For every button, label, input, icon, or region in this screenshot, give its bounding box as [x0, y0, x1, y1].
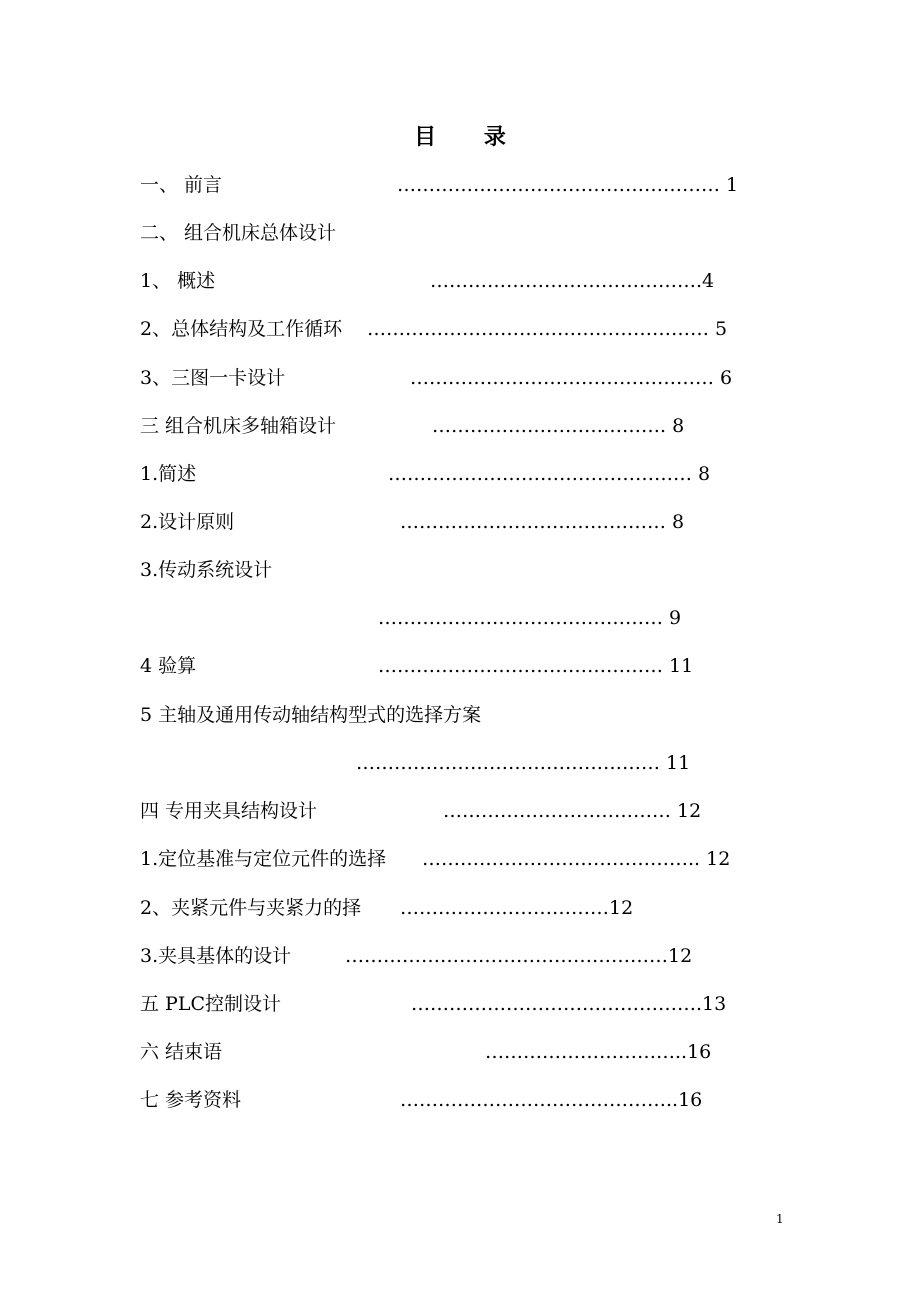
toc-entry-label: 三 组合机床多轴箱设计 — [140, 415, 337, 437]
toc-entry-leader: …………………………………………… 1 — [397, 174, 739, 196]
toc-entry-leader: ……………………………… 12 — [443, 800, 702, 822]
page-number: 1 — [776, 1212, 784, 1226]
toc-entry-leader: ……………………………………….13 — [411, 993, 727, 1015]
toc-entry-label: 3、三图一卡设计 — [140, 367, 286, 389]
toc-entry-label: 1、 概述 — [140, 270, 216, 292]
toc-entry-leader: ……………………………………………… 5 — [367, 318, 728, 340]
toc-entry-label: 2、夹紧元件与夹紧力的择 — [140, 897, 362, 919]
toc-entry-label: 一、 前言 — [140, 174, 223, 196]
toc-entry-label: 四 专用夹具结构设计 — [140, 800, 318, 822]
toc-entry-leader: ……………………………………… 11 — [378, 655, 694, 677]
toc-entry-label: 七 参考资料 — [140, 1089, 242, 1111]
toc-entry-leader: ………………………………………… 11 — [356, 752, 691, 774]
toc-entry-label: 1.定位基准与定位元件的选择 — [140, 848, 387, 870]
toc-entry-leader: ………………………………………… 8 — [388, 463, 711, 485]
toc-entry-label: 2、总体结构及工作循环 — [140, 318, 343, 340]
toc-entry-label: 3.夹具基体的设计 — [140, 945, 292, 967]
toc-entry-label: 5 主轴及通用传动轴结构型式的选择方案 — [140, 704, 482, 726]
toc-entry-leader: …………………………………….. 12 — [422, 848, 731, 870]
toc-entry-label: 二、 组合机床总体设计 — [140, 222, 337, 244]
toc-entry-leader: ……………………………………………12 — [345, 945, 693, 967]
toc-entry-leader: …………………………..16 — [485, 1041, 712, 1063]
toc-entry-leader: ……………………………………..16 — [400, 1089, 703, 1111]
toc-entry-label: 4 验算 — [140, 655, 197, 677]
toc-entry-leader: ……………………………12 — [400, 897, 634, 919]
toc-entry-leader: …………………………………….4 — [430, 270, 715, 292]
toc-entry-label: 3.传动系统设计 — [140, 559, 273, 581]
page-title: 目 录 — [414, 125, 526, 150]
toc-entry-leader: ……………………………………… 9 — [378, 607, 682, 629]
toc-entry-leader: ………………………………………… 6 — [410, 367, 733, 389]
toc-entry-label: 1.简述 — [140, 463, 197, 485]
toc-entry-leader: ………………………………. 8 — [432, 415, 685, 437]
toc-entry-label: 2.设计原则 — [140, 511, 235, 533]
toc-entry-label: 五 PLC控制设计 — [140, 993, 281, 1015]
toc-entry-leader: …………………………………… 8 — [400, 511, 685, 533]
toc-entry-label: 六 结束语 — [140, 1041, 223, 1063]
